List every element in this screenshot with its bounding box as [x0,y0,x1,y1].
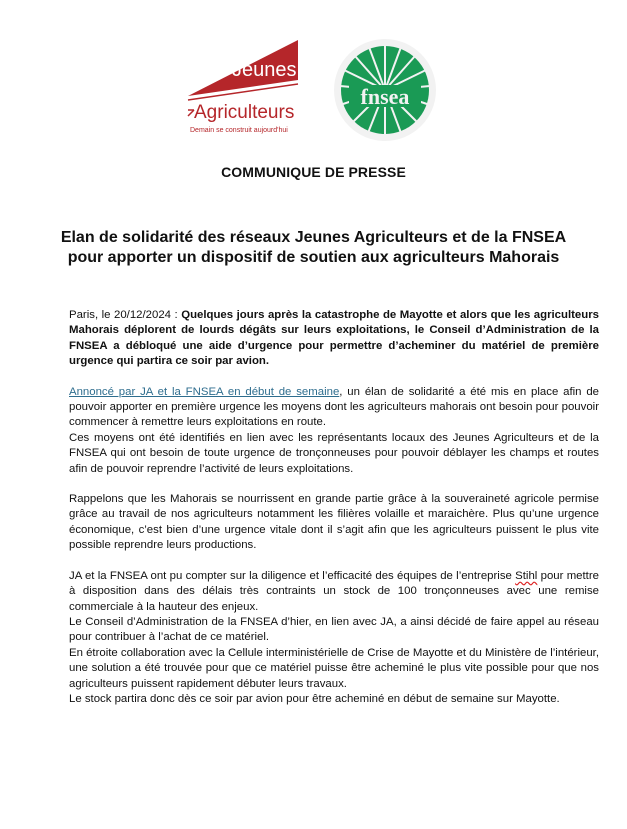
brand-stihl: Stihl [515,569,538,582]
svg-text:Demain se construit aujourd'hu: Demain se construit aujourd'hui [190,127,288,134]
headline-line-1: Elan de solidarité des réseaux Jeunes Agriculteurs et de la FNSEA [60,229,567,246]
headline-line-2: pour apporter un dispositif de soutien aux agriculteurs Mahorais [67,249,560,266]
paragraph-4a: JA et la FNSEA ont pu compter sur la diligence et l’efficacité des équipes de l’entreprise Stihl pour mettre à disposition dans des délais très contraints un stock de 100 tronçonneuses avec une remise commerciale à la hauteur des enjeux. [69,569,599,613]
intro-paragraph [69,308,599,370]
headline [40,228,587,268]
svg-text:fnsea: fnsea [360,84,410,109]
document-body [69,308,599,707]
lead-text: Quelques jours après la catastrophe de Mayotte et alors que les agriculteurs Mahorais déplorent de lourds dégâts sur leurs exploitations, le Conseil d’Administration de la FNSEA a débloqué une aide d’urgence pour permettre d’acheminer du matériel de première urgence qui partira ce soir par avion. [69,309,599,368]
paragraph-4d: Le stock partira donc dès ce soir par avion pour être acheminé en début de semaine sur Mayotte. [69,692,560,705]
dateline: Paris, le 20/12/2024 : [69,309,182,321]
paragraph-3: Rappelons que les Mahorais se nourrissent en grande partie grâce à la souveraineté agricole permise grâce au travail de nos agriculteurs notamment les filières volaille et maraichère. Plus qu’une urgence économique, c’est bien d’une urgence vitale dont il s’agit afin que les agriculteurs puissent le plus vite possible reprendre leurs productions. [69,493,599,552]
svg-text:Jeunes: Jeunes [232,59,297,81]
jeunes-agriculteurs-logo [180,38,305,138]
paragraph-4c: En étroite collaboration avec la Cellule interministérielle de Crise de Mayotte et du Ministère de l’intérieur, une solution a été trouvée pour que ce matériel puisse être acheminé le plus vite possible pour que nos agriculteurs puissent rapidement débuter leurs travaux. [69,646,599,690]
paragraph-2: Annoncé par JA et la FNSEA en début de semaine, un élan de solidarité a été mis en place afin de pouvoir apporter en première urgence les moyens dont les agriculteurs mahorais ont besoin pour pouvoir commencer à remettre leurs exploitations en route. [69,385,600,429]
fnsea-logo [333,38,437,142]
paragraph-4b: Le Conseil d’Administration de la FNSEA d’hier, en lien avec JA, a ainsi décidé de faire appel au réseau pour contribuer à l’achat de ce matériel. [69,615,599,644]
svg-text:Agriculteurs: Agriculteurs [194,102,295,123]
paragraph-2b: Ces moyens ont été identifiés en lien avec les représentants locaux des Jeunes Agriculteurs et de la FNSEA qui ont besoin de toute urgence de tronçonneuses pour pouvoir déblayer les champs et routes afin de pouvoir reprendre l’activité de leurs exploitations. [69,431,599,475]
announcement-link[interactable]: Annoncé par JA et la FNSEA en début de semaine [69,385,340,398]
press-release-title: COMMUNIQUE DE PRESSE [221,164,406,180]
logos-header [0,36,627,141]
